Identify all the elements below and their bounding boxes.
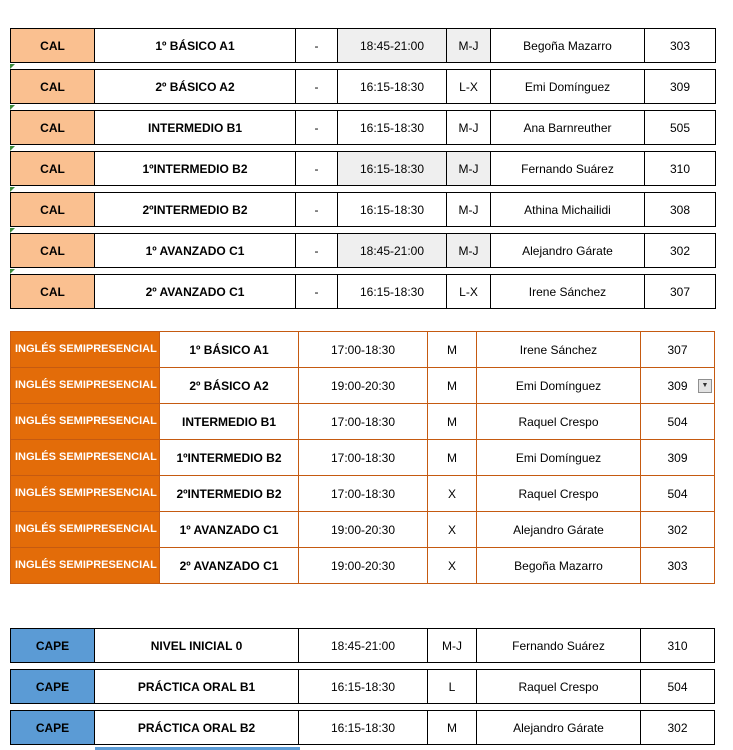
- teacher-cell[interactable]: Raquel Crespo: [476, 403, 641, 440]
- room-cell[interactable]: 504: [640, 403, 715, 440]
- teacher-cell[interactable]: Emi Domínguez: [490, 69, 645, 104]
- room-cell[interactable]: 307: [644, 274, 716, 309]
- group-cell[interactable]: CAL: [10, 151, 95, 186]
- room-cell[interactable]: 505: [644, 110, 716, 145]
- teacher-cell[interactable]: Begoña Mazarro: [476, 547, 641, 584]
- course-cell[interactable]: NIVEL INICIAL 0: [94, 628, 299, 663]
- room-cell[interactable]: 504: [640, 475, 715, 512]
- error-indicator-icon: [10, 187, 15, 192]
- dash-cell[interactable]: -: [295, 69, 338, 104]
- course-cell[interactable]: 2º BÁSICO A2: [159, 367, 299, 404]
- room-cell[interactable]: 302: [640, 511, 715, 548]
- teacher-cell[interactable]: Alejandro Gárate: [490, 233, 645, 268]
- room-cell[interactable]: 307: [640, 331, 715, 368]
- table-row: [10, 69, 716, 104]
- table-row: [10, 233, 716, 268]
- course-cell[interactable]: INTERMEDIO B1: [94, 110, 296, 145]
- course-cell[interactable]: 2ºINTERMEDIO B2: [94, 192, 296, 227]
- course-cell[interactable]: 2º AVANZADO C1: [94, 274, 296, 309]
- days-cell[interactable]: M: [427, 403, 477, 440]
- days-cell[interactable]: M-J: [446, 151, 491, 186]
- error-indicator-icon: [10, 269, 15, 274]
- room-cell[interactable]: 309: [640, 439, 715, 476]
- teacher-cell[interactable]: Fernando Suárez: [476, 628, 641, 663]
- teacher-cell[interactable]: Begoña Mazarro: [490, 28, 645, 63]
- days-cell[interactable]: M-J: [427, 628, 477, 663]
- group-cell[interactable]: CAPE: [10, 669, 95, 704]
- time-cell[interactable]: 18:45-21:00: [298, 628, 428, 663]
- course-cell[interactable]: 1ºINTERMEDIO B2: [94, 151, 296, 186]
- group-cell[interactable]: INGLÉS SEMIPRESENCIAL: [10, 511, 160, 548]
- course-cell[interactable]: 1º BÁSICO A1: [159, 331, 299, 368]
- room-cell[interactable]: 504: [640, 669, 715, 704]
- table-row: [10, 367, 715, 404]
- time-cell[interactable]: 17:00-18:30: [298, 331, 428, 368]
- table-row: [10, 511, 715, 548]
- course-cell[interactable]: 1º AVANZADO C1: [159, 511, 299, 548]
- table-row: [10, 403, 715, 440]
- dash-cell[interactable]: -: [295, 274, 338, 309]
- table-row: [10, 110, 716, 145]
- course-cell[interactable]: 1º BÁSICO A1: [94, 28, 296, 63]
- teacher-cell[interactable]: Irene Sánchez: [490, 274, 645, 309]
- teacher-cell[interactable]: Fernando Suárez: [490, 151, 645, 186]
- table-row: [10, 475, 715, 512]
- cape-table: [10, 628, 715, 750]
- dropdown-arrow-icon: ▼: [701, 382, 709, 389]
- days-cell[interactable]: X: [427, 511, 477, 548]
- room-cell[interactable]: 302: [644, 233, 716, 268]
- dash-cell[interactable]: -: [295, 151, 338, 186]
- teacher-cell[interactable]: Raquel Crespo: [476, 475, 641, 512]
- table-row: [10, 192, 716, 227]
- error-indicator-icon: [10, 105, 15, 110]
- time-cell[interactable]: 16:15-18:30: [337, 69, 447, 104]
- time-cell[interactable]: 17:00-18:30: [298, 439, 428, 476]
- group-cell[interactable]: CAPE: [10, 628, 95, 663]
- table-row: [10, 439, 715, 476]
- group-cell[interactable]: INGLÉS SEMIPRESENCIAL: [10, 475, 160, 512]
- group-cell[interactable]: CAL: [10, 274, 95, 309]
- time-cell[interactable]: 19:00-20:30: [298, 511, 428, 548]
- dash-cell[interactable]: -: [295, 233, 338, 268]
- table-row: [10, 331, 715, 368]
- table-row: [10, 28, 716, 63]
- teacher-cell[interactable]: Athina Michailidi: [490, 192, 645, 227]
- time-cell[interactable]: 17:00-18:30: [298, 475, 428, 512]
- days-cell[interactable]: M-J: [446, 110, 491, 145]
- days-cell[interactable]: X: [427, 547, 477, 584]
- course-cell[interactable]: PRÁCTICA ORAL B1: [94, 669, 299, 704]
- error-indicator-icon: [10, 64, 15, 69]
- time-cell[interactable]: 16:15-18:30: [337, 192, 447, 227]
- group-cell[interactable]: INGLÉS SEMIPRESENCIAL: [10, 367, 160, 404]
- days-cell[interactable]: M: [427, 331, 477, 368]
- dash-cell[interactable]: -: [295, 192, 338, 227]
- room-value: 309: [667, 378, 688, 393]
- time-cell[interactable]: 19:00-20:30: [298, 367, 428, 404]
- group-cell[interactable]: CAL: [10, 233, 95, 268]
- room-cell[interactable]: [640, 367, 715, 404]
- group-cell[interactable]: INGLÉS SEMIPRESENCIAL: [10, 439, 160, 476]
- teacher-cell[interactable]: Alejandro Gárate: [476, 710, 641, 745]
- teacher-cell[interactable]: Raquel Crespo: [476, 669, 641, 704]
- days-cell[interactable]: M: [427, 439, 477, 476]
- time-cell[interactable]: 16:15-18:30: [298, 710, 428, 745]
- group-cell[interactable]: INGLÉS SEMIPRESENCIAL: [10, 331, 160, 368]
- group-cell[interactable]: CAL: [10, 192, 95, 227]
- cell-dropdown-button[interactable]: [698, 379, 712, 393]
- room-cell[interactable]: 309: [644, 69, 716, 104]
- table-row: [10, 710, 715, 745]
- teacher-cell[interactable]: Emi Domínguez: [476, 367, 641, 404]
- days-cell[interactable]: X: [427, 475, 477, 512]
- days-cell[interactable]: M-J: [446, 192, 491, 227]
- teacher-cell[interactable]: Emi Domínguez: [476, 439, 641, 476]
- room-cell[interactable]: 303: [644, 28, 716, 63]
- time-cell[interactable]: 16:15-18:30: [337, 274, 447, 309]
- time-cell[interactable]: 17:00-18:30: [298, 403, 428, 440]
- teacher-cell[interactable]: Alejandro Gárate: [476, 511, 641, 548]
- course-cell[interactable]: 1ºINTERMEDIO B2: [159, 439, 299, 476]
- group-cell[interactable]: CAPE: [10, 710, 95, 745]
- time-cell[interactable]: 16:15-18:30: [337, 151, 447, 186]
- days-cell[interactable]: M: [427, 710, 477, 745]
- room-cell[interactable]: 310: [640, 628, 715, 663]
- course-cell[interactable]: 2º AVANZADO C1: [159, 547, 299, 584]
- dash-cell[interactable]: -: [295, 110, 338, 145]
- table-row: [10, 274, 716, 309]
- dash-cell[interactable]: -: [295, 28, 338, 63]
- teacher-cell[interactable]: Ana Barnreuther: [490, 110, 645, 145]
- days-cell[interactable]: L: [427, 669, 477, 704]
- error-indicator-icon: [10, 228, 15, 233]
- course-cell[interactable]: 2º BÁSICO A2: [94, 69, 296, 104]
- room-cell[interactable]: 302: [640, 710, 715, 745]
- group-cell[interactable]: INGLÉS SEMIPRESENCIAL: [10, 403, 160, 440]
- table-row: [10, 547, 715, 584]
- course-cell[interactable]: INTERMEDIO B1: [159, 403, 299, 440]
- time-cell[interactable]: 16:15-18:30: [337, 110, 447, 145]
- time-cell[interactable]: 18:45-21:00: [337, 233, 447, 268]
- room-cell[interactable]: 308: [644, 192, 716, 227]
- table-row: [10, 151, 716, 186]
- room-cell[interactable]: 303: [640, 547, 715, 584]
- group-cell[interactable]: CAL: [10, 28, 95, 63]
- group-cell[interactable]: INGLÉS SEMIPRESENCIAL: [10, 547, 160, 584]
- days-cell[interactable]: L-X: [446, 69, 491, 104]
- days-cell[interactable]: M-J: [446, 233, 491, 268]
- group-cell[interactable]: CAL: [10, 110, 95, 145]
- group-cell[interactable]: CAL: [10, 69, 95, 104]
- cal-table: [10, 28, 716, 315]
- days-cell[interactable]: M-J: [446, 28, 491, 63]
- course-cell[interactable]: 2ºINTERMEDIO B2: [159, 475, 299, 512]
- table-row: [10, 628, 715, 663]
- ingles-semipresencial-table: [10, 331, 715, 584]
- teacher-cell[interactable]: Irene Sánchez: [476, 331, 641, 368]
- time-cell[interactable]: 18:45-21:00: [337, 28, 447, 63]
- table-row: [10, 669, 715, 704]
- error-indicator-icon: [10, 146, 15, 151]
- time-cell[interactable]: 19:00-20:30: [298, 547, 428, 584]
- days-cell[interactable]: M: [427, 367, 477, 404]
- course-cell[interactable]: PRÁCTICA ORAL B2: [94, 710, 299, 745]
- days-cell[interactable]: L-X: [446, 274, 491, 309]
- course-cell[interactable]: 1º AVANZADO C1: [94, 233, 296, 268]
- room-cell[interactable]: 310: [644, 151, 716, 186]
- time-cell[interactable]: 16:15-18:30: [298, 669, 428, 704]
